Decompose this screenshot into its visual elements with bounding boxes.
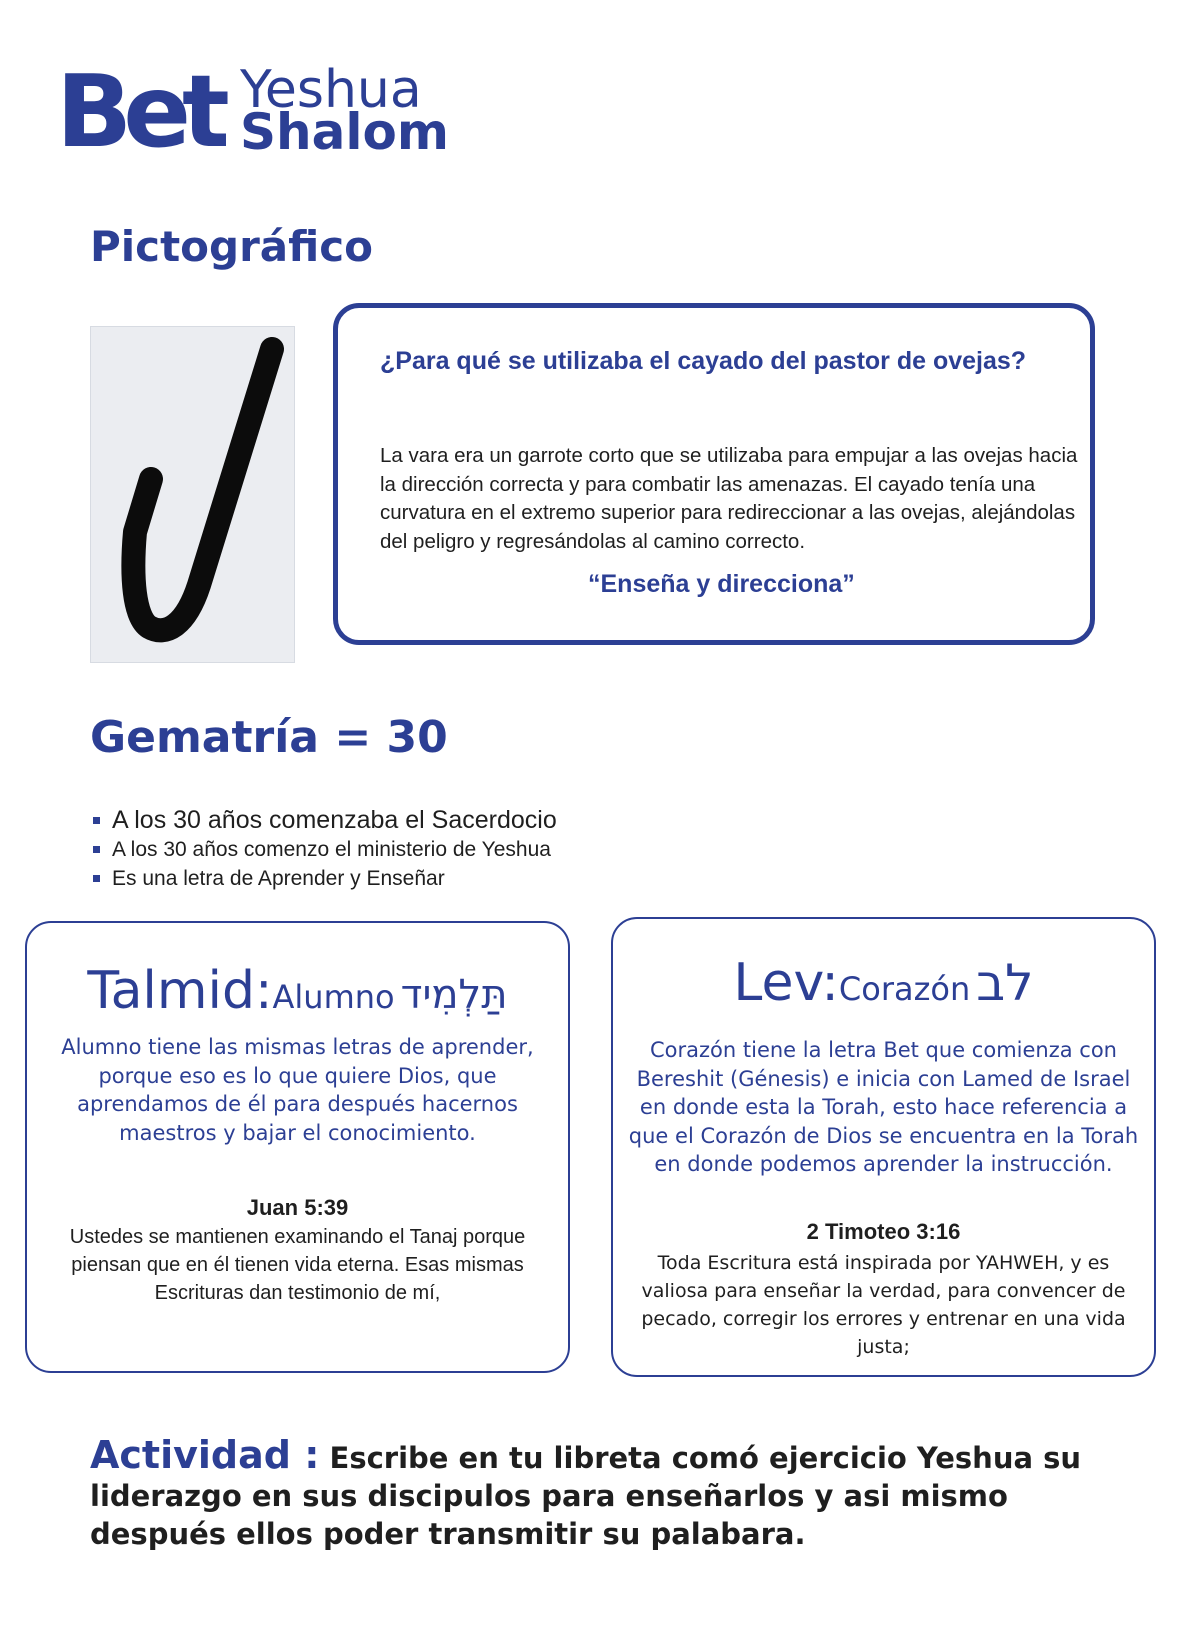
lev-word: Lev: bbox=[733, 953, 839, 1013]
bullet-icon bbox=[93, 817, 100, 824]
logo-shalom: Shalom bbox=[240, 103, 449, 161]
lamed-pictograph-image bbox=[90, 326, 295, 663]
activity bbox=[90, 1433, 1110, 1553]
talmid-text: Alumno tiene las mismas letras de aprender, porque eso es lo que quiere Dios, que aprendamos de él para después hacernos maestros y bajar el conocimiento. bbox=[61, 1035, 534, 1145]
list-item bbox=[92, 805, 557, 835]
talmid-verse-ref: Juan 5:39 bbox=[246, 1195, 349, 1220]
question-body: La vara era un garrote corto que se utilizaba para empujar a las ovejas hacia la dirección correcta y para combatir las amenazas. El cayado tenía una curvatura en el extremo superior para redireccionar a las ovejas, alejándolas del peligro y regresándolas al camino correcto. bbox=[380, 444, 1078, 553]
lev-verse-ref: 2 Timoteo 3:16 bbox=[806, 1219, 961, 1244]
lev-card bbox=[611, 917, 1156, 1377]
talmid-card bbox=[25, 921, 570, 1373]
lev-hebrew: לב bbox=[976, 954, 1034, 1012]
list-item-text: Es una letra de Aprender y Enseñar bbox=[112, 867, 445, 890]
pictografico-title: Pictográfico bbox=[90, 222, 374, 271]
lev-verse: Toda Escritura está inspirada por YAHWEH, y es valiosa para enseñar la verdad, para convencer de pecado, corregir los errores y entrenar en una vida justa; bbox=[641, 1252, 1126, 1358]
logo bbox=[56, 53, 456, 170]
activity-label: Actividad : bbox=[90, 1433, 320, 1477]
question-title: ¿Para qué se utilizaba el cayado del pastor de ovejas? bbox=[380, 347, 1027, 375]
lev-meaning: Corazón bbox=[838, 970, 971, 1008]
logo-yeshua: Yeshua bbox=[240, 60, 422, 120]
question-quote: “Enseña y direcciona” bbox=[588, 570, 855, 598]
talmid-meaning: Alumno bbox=[272, 978, 395, 1016]
activity-text: Escribe en tu libreta comó ejercicio Yeshua su liderazgo en sus discipulos para enseñarlos y asi mismo después ellos poder transmitir su palabara. bbox=[90, 1441, 1082, 1551]
talmid-hebrew: תַּלְמִיד bbox=[400, 972, 508, 1018]
logo-bet: Bet bbox=[56, 53, 221, 170]
question-box bbox=[333, 303, 1095, 645]
list-item bbox=[92, 835, 557, 864]
bullet-icon bbox=[93, 846, 100, 853]
list-item-text: A los 30 años comenzo el ministerio de Yeshua bbox=[112, 838, 551, 861]
bullet-icon bbox=[93, 875, 100, 882]
lev-heading bbox=[613, 953, 1154, 1013]
list-item-text: A los 30 años comenzaba el Sacerdocio bbox=[112, 806, 557, 834]
talmid-word: Talmid: bbox=[87, 961, 273, 1021]
gematria-title: Gematría = 30 bbox=[90, 712, 448, 763]
list-item bbox=[92, 864, 557, 893]
gematria-list bbox=[92, 805, 557, 893]
lev-text: Corazón tiene la letra Bet que comienza con Bereshit (Génesis) e inicia con Lamed de Israel en donde esta la Torah, esto hace referencia a que el Corazón de Dios se encuentra en la Torah en donde podemos aprender la instrucción. bbox=[628, 1038, 1139, 1176]
talmid-verse: Ustedes se mantienen examinando el Tanaj porque piensan que en él tienen vida eterna. Esas mismas Escrituras dan testimonio de mí, bbox=[69, 1226, 526, 1304]
shepherd-staff-icon bbox=[91, 327, 294, 662]
talmid-heading bbox=[27, 961, 568, 1021]
